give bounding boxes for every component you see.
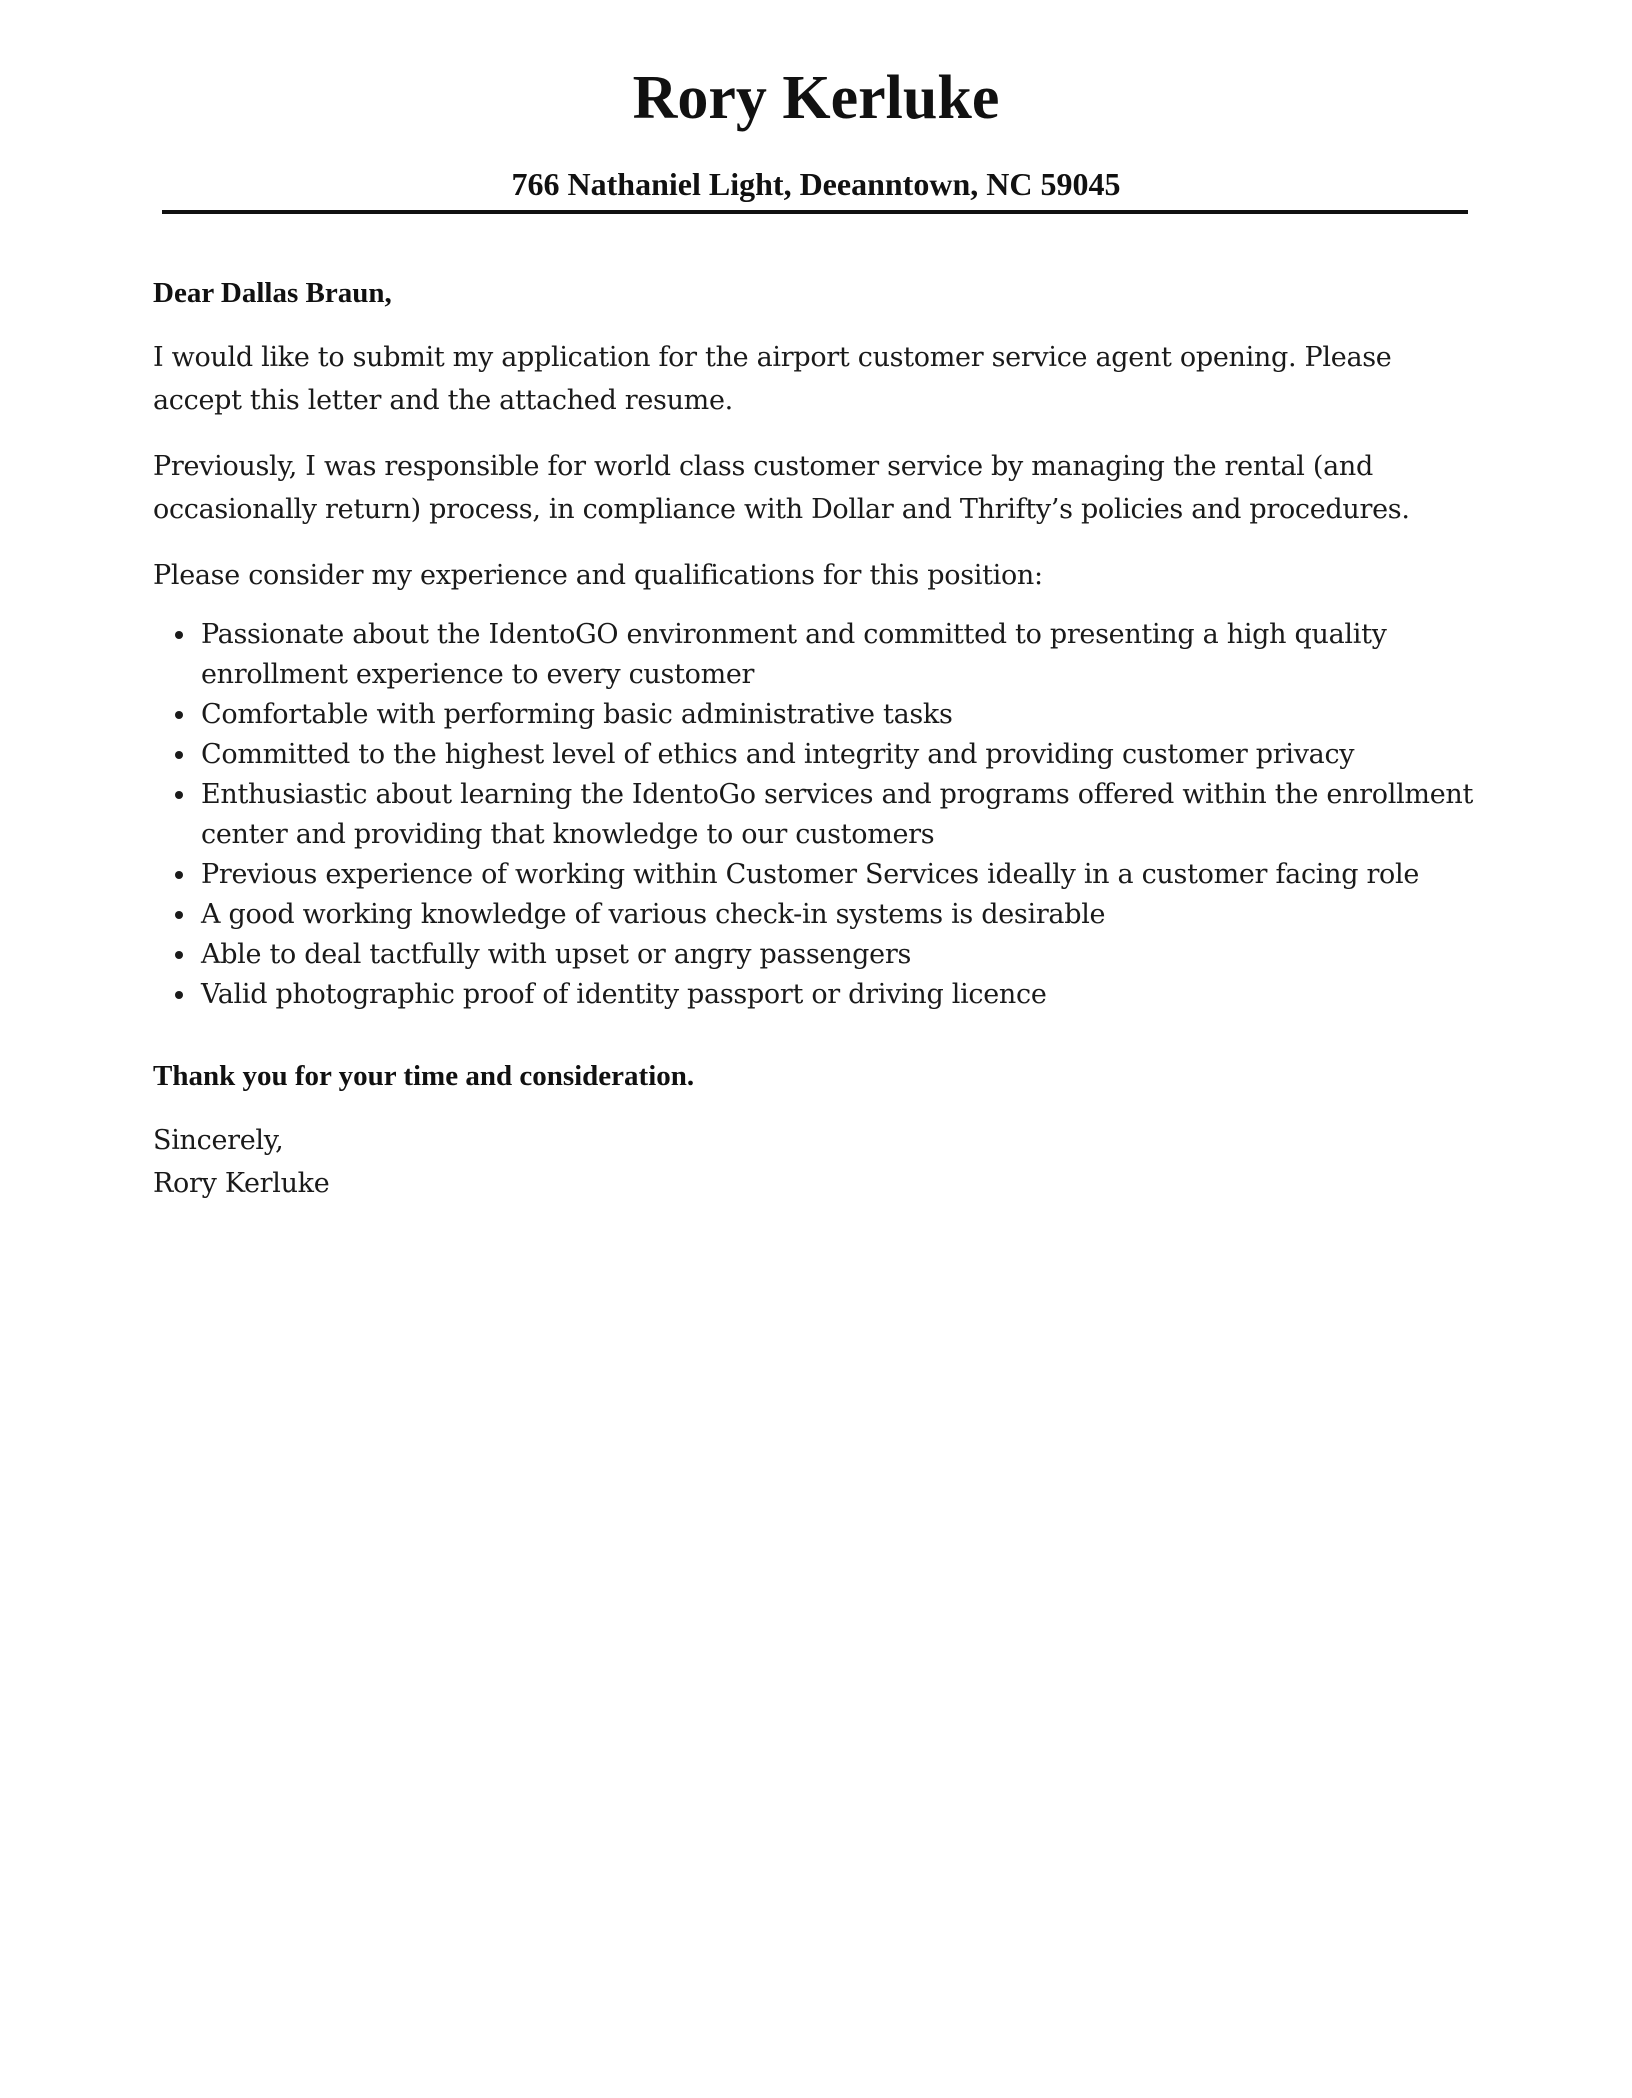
header-divider: [162, 210, 1468, 214]
closing-line: Thank you for your time and consideration.: [153, 1060, 695, 1092]
list-item-text: A good working knowledge of various check-in systems is desirable: [201, 899, 1106, 930]
qualifications-list: [153, 615, 1483, 1015]
bullet-icon: [175, 791, 183, 799]
list-item: [201, 615, 1483, 695]
letter-body: [153, 272, 1483, 1205]
bullet-icon: [175, 951, 183, 959]
list-item: [201, 695, 1483, 735]
list-item: [201, 775, 1483, 855]
list-item: [201, 895, 1483, 935]
list-item-text: Enthusiastic about learning the IdentoGo services and programs offered within the enrollment center and providing that knowledge to our customers: [201, 779, 1474, 850]
list-item: [201, 935, 1483, 975]
list-item-text: Passionate about the IdentoGO environment and committed to presenting a high quality enrollment experience to every customer: [201, 619, 1387, 690]
list-item: [201, 735, 1483, 775]
bullet-icon: [175, 711, 183, 719]
signature-name: Rory Kerluke: [153, 1168, 330, 1199]
salutation: Dear Dallas Braun,: [153, 277, 392, 309]
list-item-text: Able to deal tactfully with upset or angry passengers: [201, 939, 912, 970]
bullet-icon: [175, 751, 183, 759]
list-item: [201, 975, 1483, 1015]
bullet-icon: [175, 911, 183, 919]
list-item-text: Valid photographic proof of identity passport or driving licence: [201, 979, 1047, 1010]
paragraph-intro: I would like to submit my application for the airport customer service agent opening. Please accept this letter and the attached resume.: [153, 342, 1392, 416]
bullet-icon: [175, 871, 183, 879]
list-item-text: Previous experience of working within Customer Services ideally in a customer facing role: [201, 859, 1420, 890]
list-item-text: Committed to the highest level of ethics and integrity and providing customer privacy: [201, 739, 1355, 770]
list-item: [201, 855, 1483, 895]
bullet-icon: [175, 991, 183, 999]
bullet-icon: [175, 631, 183, 639]
paragraph-consider: Please consider my experience and qualifications for this position:: [153, 560, 1043, 591]
applicant-address: 766 Nathaniel Light, Deeanntown, NC 59045: [511, 166, 1121, 202]
list-item-text: Comfortable with performing basic administrative tasks: [201, 699, 953, 730]
applicant-name: Rory Kerluke: [632, 64, 1000, 132]
paragraph-experience: Previously, I was responsible for world class customer service by managing the rental (and occasionally return) process, in compliance with Dollar and Thrifty’s policies and procedures.: [153, 451, 1410, 525]
signoff: Sincerely,: [153, 1125, 284, 1156]
